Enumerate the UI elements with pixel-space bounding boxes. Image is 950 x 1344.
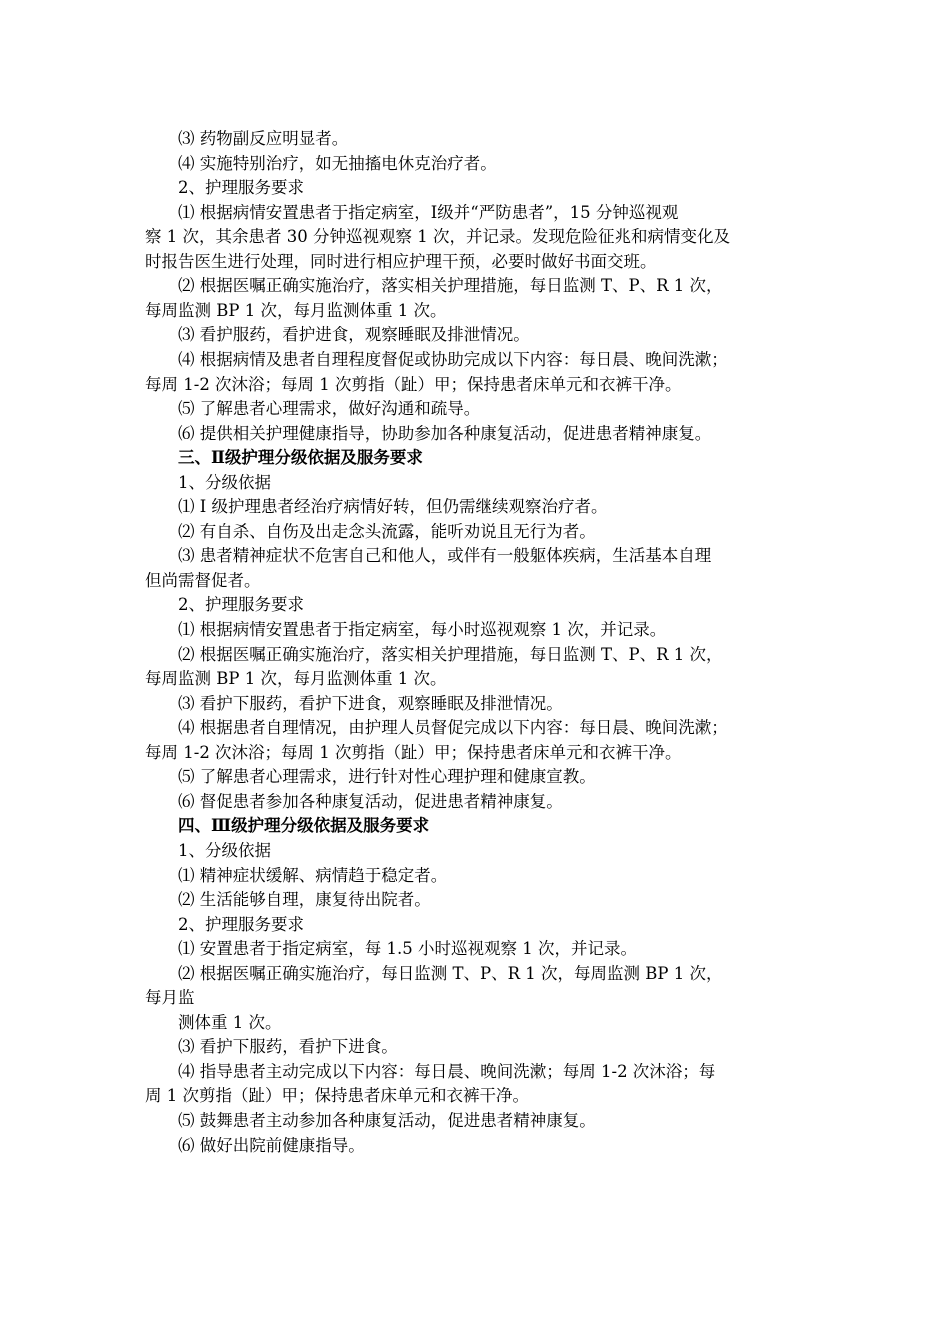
text-line: ⑶ 看护下服药，看护下进食。 (178, 1037, 398, 1057)
text-line: ⑵ 根据医嘱正确实施治疗，落实相关护理措施，每日监测 T、P、R 1 次， (178, 644, 723, 664)
text-line: ⑶ 患者精神症状不危害自己和他人，或伴有一般躯体疾病，生活基本自理 (178, 546, 712, 566)
text-line: 每周 1-2 次沐浴；每周 1 次剪指（趾）甲；保持患者床单元和衣裤干净。 (145, 374, 682, 394)
text-line: ⑴ 根据病情安置患者于指定病室，每小时巡视观察 1 次，并记录。 (178, 620, 667, 639)
text-line: ⑶ 药物副反应明显者。 (178, 129, 349, 148)
section-heading: 四、Ⅲ级护理分级依据及服务要求 (178, 816, 430, 836)
text-line: ⑵ 有自杀、自伤及出走念头流露，能听劝说且无行为者。 (178, 521, 596, 541)
text-line: ⑶ 看护下服药，看护下进食，观察睡眠及排泄情况。 (178, 693, 563, 713)
text-line: 周 1 次剪指（趾）甲；保持患者床单元和衣裤干净。 (145, 1086, 529, 1106)
text-line: 每周 1-2 次沐浴；每周 1 次剪指（趾）甲；保持患者床单元和衣裤干净。 (145, 742, 682, 762)
text-line: ⑷ 实施特别治疗，如无抽搐电休克治疗者。 (178, 153, 497, 173)
text-line: ⑷ 根据病情及患者自理程度督促或协助完成以下内容：每日晨、晚间洗漱； (178, 349, 728, 369)
text-line: ⑸ 鼓舞患者主动参加各种康复活动，促进患者精神康复。 (178, 1111, 596, 1130)
text-line: 每月监 (145, 988, 195, 1008)
text-line: ⑸ 了解患者心理需求，做好沟通和疏导。 (178, 399, 481, 419)
text-line: 1、分级依据 (178, 840, 271, 860)
text-line: 察 1 次，其余患者 30 分钟巡视观察 1 次，并记录。发现危险征兆和病情变化及 (145, 227, 730, 247)
text-line: 2、护理服务要求 (178, 595, 304, 615)
text-line: ⑸ 了解患者心理需求，进行针对性心理护理和健康宣教。 (178, 767, 596, 787)
text-line: 每周监测 BP 1 次，每月监测体重 1 次。 (145, 300, 447, 320)
text-line: ⑵ 根据医嘱正确实施治疗，每日监测 T、P、R 1 次，每周监测 BP 1 次， (178, 963, 723, 983)
text-line: ⑴ 根据病情安置患者于指定病室，Ⅰ级并“严防患者”，15 分钟巡视观 (178, 202, 679, 222)
text-line: ⑴ 安置患者于指定病室，每 1.5 小时巡视观察 1 次，并记录。 (178, 939, 637, 959)
text-line: 2、护理服务要求 (178, 178, 304, 198)
text-line: ⑹ 提供相关护理健康指导，协助参加各种康复活动，促进患者精神康复。 (178, 423, 712, 443)
section-heading: 三、Ⅱ级护理分级依据及服务要求 (178, 448, 423, 468)
text-line: 每周监测 BP 1 次，每月监测体重 1 次。 (145, 669, 447, 689)
text-line: ⑷ 根据患者自理情况，由护理人员督促完成以下内容：每日晨、晚间洗漱； (178, 718, 728, 738)
text-line: 1、分级依据 (178, 472, 271, 492)
text-line: 测体重 1 次。 (178, 1012, 282, 1032)
text-line: ⑵ 根据医嘱正确实施治疗，落实相关护理措施，每日监测 T、P、R 1 次， (178, 276, 723, 296)
text-line: ⑵ 生活能够自理，康复待出院者。 (178, 890, 431, 910)
text-line: ⑶ 看护服药，看护进食，观察睡眠及排泄情况。 (178, 325, 530, 345)
text-line: ⑹ 做好出院前健康指导。 (178, 1135, 365, 1155)
text-line: 时报告医生进行处理，同时进行相应护理干预，必要时做好书面交班。 (145, 251, 657, 271)
text-line: ⑴ 精神症状缓解、病情趋于稳定者。 (178, 865, 448, 885)
text-line: ⑴ Ⅰ 级护理患者经治疗病情好转，但仍需继续观察治疗者。 (178, 497, 608, 517)
text-line: ⑹ 督促患者参加各种康复活动，促进患者精神康复。 (178, 791, 563, 811)
text-line: 但尚需督促者。 (145, 570, 261, 590)
text-line: ⑷ 指导患者主动完成以下内容：每日晨、晚间洗漱；每周 1-2 次沐浴；每 (178, 1061, 716, 1081)
text-line: 2、护理服务要求 (178, 914, 304, 934)
